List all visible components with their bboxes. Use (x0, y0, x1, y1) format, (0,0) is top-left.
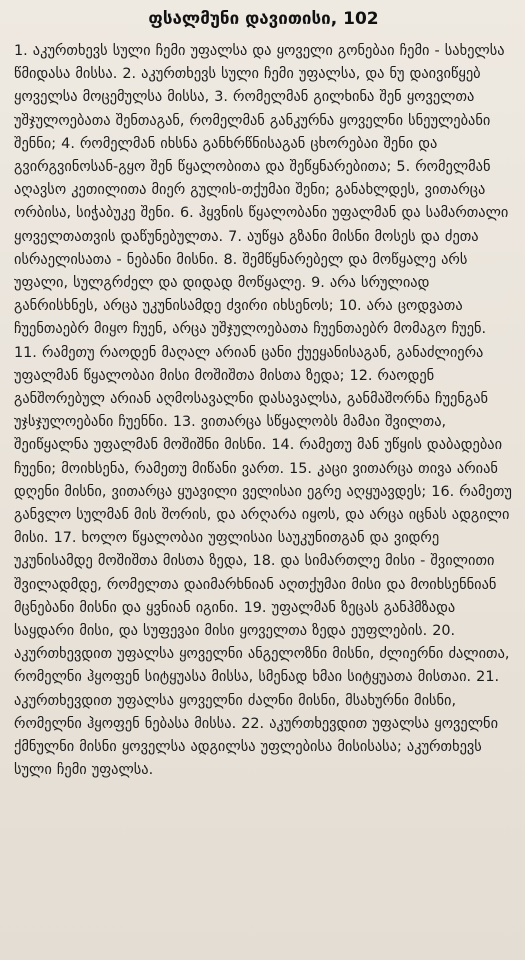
document-title: ფსალმუნი დავითისი, 102 (148, 9, 379, 29)
psalm-text: 1. აკურთხევს სული ჩემი უფალსა და ყოველი გონებაი ჩემი - სახელსა წმიდასა მისსა. 2. აკურთხევს სული ჩემი უფალსა, და ნუ დაივიწყებ ყოველსა მოცემულსა მისსა, 3. რომელმან გილხინა შენ ყოველთა უშჯულოებათა შენთაგან, რომელმან განკურნა ყოველნი სნეულებანი შენნი; 4. რომელმან იხსნა განხრწნისაგან ცხორებაი შენი და გვირგვინოსან-გყო შენ წყალობითა და შეწყნარებითა; 5. რომელმან აღავსო კეთილითა მიერ გულის-თქუმაი შენი; განახლდეს, ვითარცა ორბისა, სიჭაბუკე შენი. 6. ჰყვნის წყალობანი უფალმან და სამართალი ყოველთათვის დაწუნებულთა. 7. აუწყა გზანი მისნი მოსეს და ძეთა ისრაელისათა - ნებანი მისნი. 8. შემწყნარებელ და მოწყალე არს უფალი, სულგრძელ და დიდად მოწყალე. 9. არა სრულიად განრისხნეს, არცა უკუნისამდე ძვირი იხსენოს; 10. არა ცოდვათა ჩუენთაებრ მიყო ჩუენ, არცა უშჯულოებათა ჩუენთაებრ მომაგო ჩუენ. 11. რამეთუ რაოდენ მაღალ არიან ცანი ქუეყანისაგან, განაძლიერა უფალმან წყალობაი მისი მოშიშთა მისთა ზედა; 12. რაოდენ განშორებულ არიან აღმოსავალნი დასავალსა, განმაშორნა ჩუენგან უჯსჯულოებანი ჩუენნი. 13. ვითარცა სწყალობს მამაი შვილთა, შეიწყალნა უფალმან მოშიშნი მისნი. 14. რამეთუ მან უწყის დაბადებაი ჩუენი; მოიხსენა, რამეთუ მიწანი ვართ. 15. კაცი ვითარცა თივა არიან დღენი მისნი, ვითარცა ყუავილი ველისაი ეგრე აღყუავდეს; 16. რამეთუ განვლო სულმან მის შორის, და არღარა იყოს, და არცა იცნას ადგილი მისი. 17. ხოლო წყალობაი უფლისაი საუკუნითგან და ვიდრე უკუნისამდე მოშიშთა მისთა ზედა, 18. და სიმართლე მისი - შვილითი შვილადმდე, რომელთა დაიმარხნიან აღთქუმაი მისი და მოიხსენნიან მცნებანი მისნი და ყვნიან იგინი. 19. უფალმან ზეცას განჰმზადა საყდარი მისი, და სუფევაი მისი ყოველთა ზედა ეუფლების. 20. აკურთხევდით უფალსა ყოველნი ანგელოზნი მისნი, ძლიერნი ძალითა, რომელნი ჰყოფენ სიტყუასა მისსა, სმენად ხმაი სიტყუათა მისთაი. 21. აკურთხევდით უფალსა ყოველნი ძალნი მისნი, მსახურნი მისნი, რომელნი ჰყოფენ ნებასა მისსა. 22. აკურთხევდით უფალსა ყოველნი ქმნულნი მისნი ყოველსა ადგილსა უფლებისა მისისასა; აკურთხევს სული ჩემი უფალსა. (14, 43, 512, 779)
